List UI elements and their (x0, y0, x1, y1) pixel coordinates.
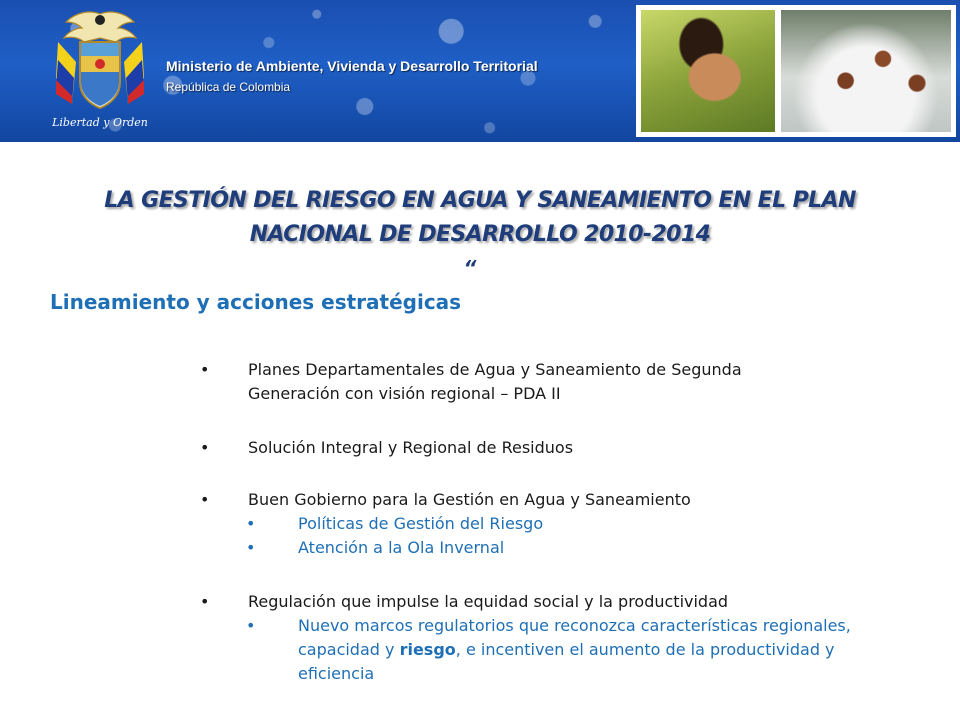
header-banner (0, 0, 960, 142)
photo-children-playing-water (776, 5, 956, 137)
bullet-item-regulacion (200, 590, 838, 614)
bullet-text: Buen Gobierno para la Gestión en Agua y Saneamiento (248, 490, 691, 509)
slide-title-line-2: NACIONAL DE DESARROLLO 2010-2014 (249, 222, 711, 247)
bullet-icon: • (200, 592, 210, 611)
bullet-item-buen-gobierno (200, 488, 838, 512)
seal-motto: Libertad y Orden (52, 116, 148, 129)
bullet-text: Planes Departamentales de Agua y Saneamiento de Segunda Generación con visión regional – PDA II (248, 360, 742, 403)
sub-bullet-item-politicas (246, 512, 878, 536)
sub-bullet-icon: • (246, 538, 256, 557)
sub-bullet-text: Atención a la Ola Invernal (298, 538, 505, 557)
quote-mark: “ (463, 256, 477, 280)
bullet-text: Solución Integral y Regional de Residuos (248, 438, 574, 457)
bullet-item-residuos (200, 436, 838, 460)
colombia-coat-of-arms-icon (50, 8, 150, 134)
sub-bullet-icon: • (246, 514, 256, 533)
slide-title (30, 184, 930, 252)
sub-bullet-item-marcos (246, 614, 878, 686)
bullet-icon: • (200, 360, 210, 379)
bullet-icon: • (200, 490, 210, 509)
sub-bullet-text-pre: Nuevo marcos regulatorios que reconozca características regionales, capacidad y (298, 616, 851, 659)
section-subtitle: Lineamiento y acciones estratégicas (50, 290, 462, 314)
photo-child-drinking-water (636, 5, 780, 137)
bullet-icon: • (200, 438, 210, 457)
sub-bullet-text: Políticas de Gestión del Riesgo (298, 514, 544, 533)
republic-name: República de Colombia (166, 80, 291, 94)
bullet-text: Regulación que impulse la equidad social y la productividad (248, 592, 729, 611)
sub-bullet-item-ola-invernal (246, 536, 878, 560)
sub-bullet-icon: • (246, 616, 256, 635)
sub-bullet-text-bold: riesgo (399, 640, 456, 659)
ministry-name: Ministerio de Ambiente, Vivienda y Desarrollo Territorial (166, 58, 538, 74)
slide-title-line-1: LA GESTIÓN DEL RIESGO EN AGUA Y SANEAMIENTO EN EL PLAN (104, 188, 856, 213)
bullet-item-pda (200, 358, 838, 406)
sub-bullet-text-post: , e incentiven el aumento de la productividad y eficiencia (298, 640, 835, 683)
